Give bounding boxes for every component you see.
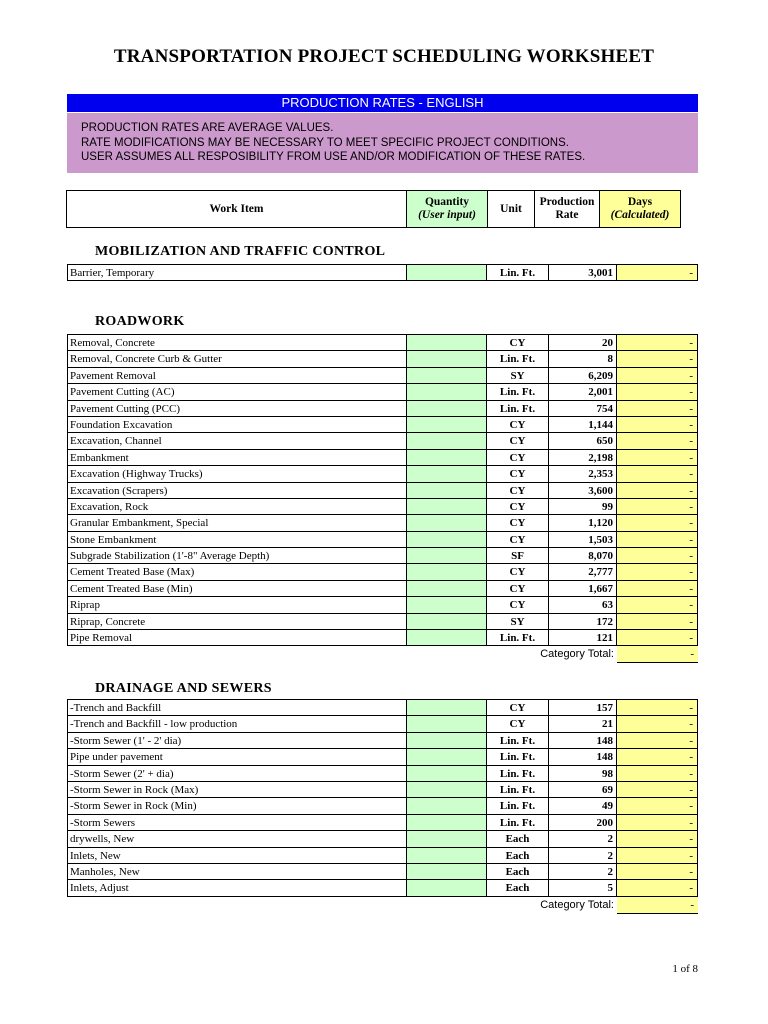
rate-cell: 157 [549,700,617,715]
unit-cell: SY [487,368,549,383]
rate-cell: 2 [549,831,617,846]
section-heading: ROADWORK [95,314,185,329]
table-row [67,864,698,880]
work-item-cell: Pipe under pavement [67,749,407,764]
table-row [67,466,698,482]
table-row [67,597,698,613]
days-cell: - [617,499,698,514]
section-table [67,264,698,281]
unit-cell: CY [487,716,549,731]
rate-cell: 1,120 [549,515,617,530]
table-row [67,335,698,351]
quantity-input-cell[interactable] [407,515,487,530]
work-item-cell: drywells, New [67,831,407,846]
work-item-cell: Pavement Cutting (PCC) [67,401,407,416]
work-item-cell: Cement Treated Base (Max) [67,564,407,579]
days-cell: - [617,368,698,383]
table-row [67,782,698,798]
unit-cell: Lin. Ft. [487,351,549,366]
rate-cell: 69 [549,782,617,797]
category-total-value: - [617,897,698,914]
quantity-input-cell[interactable] [407,433,487,448]
quantity-input-cell[interactable] [407,417,487,432]
days-cell: - [617,831,698,846]
quantity-input-cell[interactable] [407,499,487,514]
days-cell: - [617,798,698,813]
table-row [67,450,698,466]
rate-cell: 1,144 [549,417,617,432]
section-table [67,334,698,646]
section-heading: DRAINAGE AND SEWERS [95,681,272,696]
table-row [67,700,698,716]
notice-line: USER ASSUMES ALL RESPOSIBILITY FROM USE AND/OR MODIFICATION OF THESE RATES. [81,151,586,163]
quantity-input-cell[interactable] [407,548,487,563]
work-item-cell: Barrier, Temporary [67,265,407,280]
days-cell: - [617,700,698,715]
quantity-input-cell[interactable] [407,766,487,781]
unit-cell: Lin. Ft. [487,401,549,416]
rate-cell: 8 [549,351,617,366]
days-cell: - [617,733,698,748]
days-cell: - [617,433,698,448]
header-days-note: (Calculated) [610,209,670,221]
unit-cell: Lin. Ft. [487,766,549,781]
table-row [67,815,698,831]
unit-cell: Each [487,864,549,879]
rate-cell: 148 [549,733,617,748]
work-item-cell: -Storm Sewer (2' + dia) [67,766,407,781]
unit-cell: CY [487,499,549,514]
table-row [67,614,698,630]
unit-cell: CY [487,335,549,350]
header-work-item: Work Item [66,190,407,228]
unit-cell: Each [487,880,549,895]
rate-cell: 1,667 [549,581,617,596]
quantity-input-cell[interactable] [407,716,487,731]
table-row [67,499,698,515]
rate-cell: 2 [549,864,617,879]
unit-cell: CY [487,433,549,448]
quantity-input-cell[interactable] [407,700,487,715]
quantity-input-cell[interactable] [407,749,487,764]
production-rates-banner: PRODUCTION RATES - ENGLISH [67,94,698,112]
quantity-input-cell[interactable] [407,831,487,846]
rate-cell: 2 [549,848,617,863]
quantity-input-cell[interactable] [407,368,487,383]
days-cell: - [617,848,698,863]
quantity-input-cell[interactable] [407,880,487,895]
unit-cell: CY [487,450,549,465]
quantity-input-cell[interactable] [407,782,487,797]
table-row [67,384,698,400]
days-cell: - [617,880,698,895]
days-cell: - [617,384,698,399]
table-row [67,532,698,548]
unit-cell: Each [487,848,549,863]
table-row [67,564,698,580]
quantity-input-cell[interactable] [407,466,487,481]
notice-box [67,113,698,173]
unit-cell: Lin. Ft. [487,815,549,830]
unit-cell: Lin. Ft. [487,798,549,813]
quantity-input-cell[interactable] [407,815,487,830]
days-cell: - [617,630,698,645]
days-cell: - [617,265,698,280]
days-cell: - [617,335,698,350]
work-item-cell: Pavement Removal [67,368,407,383]
quantity-input-cell[interactable] [407,798,487,813]
quantity-input-cell[interactable] [407,630,487,645]
table-row [67,515,698,531]
rate-cell: 2,353 [549,466,617,481]
work-item-cell: Inlets, New [67,848,407,863]
work-item-cell: Embankment [67,450,407,465]
quantity-input-cell[interactable] [407,265,487,280]
unit-cell: CY [487,581,549,596]
quantity-input-cell[interactable] [407,401,487,416]
days-cell: - [617,564,698,579]
quantity-input-cell[interactable] [407,335,487,350]
work-item-cell: -Storm Sewer in Rock (Max) [67,782,407,797]
unit-cell: CY [487,417,549,432]
work-item-cell: -Trench and Backfill [67,700,407,715]
header-quantity-note: (User input) [418,209,476,221]
work-item-cell: Excavation, Channel [67,433,407,448]
unit-cell: CY [487,564,549,579]
unit-cell: Lin. Ft. [487,782,549,797]
work-item-cell: Excavation (Highway Trucks) [67,466,407,481]
table-row [67,733,698,749]
quantity-input-cell[interactable] [407,581,487,596]
days-cell: - [617,581,698,596]
days-cell: - [617,417,698,432]
header-rate-line2: Rate [555,209,579,221]
work-item-cell: Riprap [67,597,407,612]
category-total-value: - [617,646,698,663]
rate-cell: 754 [549,401,617,416]
work-item-cell: Inlets, Adjust [67,880,407,895]
work-item-cell: Removal, Concrete [67,335,407,350]
table-row [67,265,698,281]
header-rate [534,190,600,228]
quantity-input-cell[interactable] [407,848,487,863]
quantity-input-cell[interactable] [407,597,487,612]
rate-cell: 2,198 [549,450,617,465]
unit-cell: CY [487,700,549,715]
category-total [480,646,698,662]
work-item-cell: Pavement Cutting (AC) [67,384,407,399]
days-cell: - [617,548,698,563]
header-quantity-label: Quantity [424,196,470,208]
rate-cell: 3,600 [549,483,617,498]
unit-cell: CY [487,532,549,547]
days-cell: - [617,466,698,481]
table-row [67,848,698,864]
rate-cell: 99 [549,499,617,514]
notice-line: PRODUCTION RATES ARE AVERAGE VALUES. [81,122,334,134]
quantity-input-cell[interactable] [407,564,487,579]
work-item-cell: Removal, Concrete Curb & Gutter [67,351,407,366]
unit-cell: Lin. Ft. [487,384,549,399]
quantity-input-cell[interactable] [407,351,487,366]
rate-cell: 2,001 [549,384,617,399]
category-total [480,897,698,913]
days-cell: - [617,864,698,879]
days-cell: - [617,815,698,830]
table-row [67,433,698,449]
table-row [67,880,698,896]
rate-cell: 121 [549,630,617,645]
quantity-input-cell[interactable] [407,614,487,629]
table-row [67,483,698,499]
table-row [67,716,698,732]
unit-cell: CY [487,515,549,530]
table-row [67,417,698,433]
header-unit: Unit [487,190,535,228]
quantity-input-cell[interactable] [407,532,487,547]
days-cell: - [617,782,698,797]
table-row [67,351,698,367]
rate-cell: 2,777 [549,564,617,579]
rate-cell: 148 [549,749,617,764]
unit-cell: Lin. Ft. [487,630,549,645]
page-title: TRANSPORTATION PROJECT SCHEDULING WORKSHEET [113,46,655,67]
section-table [67,699,698,897]
rate-cell: 200 [549,815,617,830]
work-item-cell: Pipe Removal [67,630,407,645]
work-item-cell: Cement Treated Base (Min) [67,581,407,596]
table-row [67,548,698,564]
rate-cell: 49 [549,798,617,813]
page-number: 1 of 8 [672,963,698,975]
days-cell: - [617,450,698,465]
work-item-cell: Excavation, Rock [67,499,407,514]
work-item-cell: Excavation (Scrapers) [67,483,407,498]
unit-cell: SY [487,614,549,629]
unit-cell: CY [487,597,549,612]
work-item-cell: Riprap, Concrete [67,614,407,629]
quantity-input-cell[interactable] [407,384,487,399]
days-cell: - [617,597,698,612]
table-row [67,368,698,384]
header-quantity [406,190,488,228]
work-item-cell: Subgrade Stabilization (1'-8" Average Depth) [67,548,407,563]
rate-cell: 5 [549,880,617,895]
work-item-cell: Stone Embankment [67,532,407,547]
rate-cell: 1,503 [549,532,617,547]
quantity-input-cell[interactable] [407,483,487,498]
rate-cell: 650 [549,433,617,448]
work-item-cell: Granular Embankment, Special [67,515,407,530]
work-item-cell: -Storm Sewer in Rock (Min) [67,798,407,813]
unit-cell: CY [487,483,549,498]
table-row [67,749,698,765]
table-row [67,581,698,597]
work-item-cell: Manholes, New [67,864,407,879]
table-header [67,190,681,228]
work-item-cell: -Storm Sewer (1' - 2' dia) [67,733,407,748]
unit-cell: Each [487,831,549,846]
days-cell: - [617,351,698,366]
table-row [67,766,698,782]
unit-cell: CY [487,466,549,481]
rate-cell: 3,001 [549,265,617,280]
unit-cell: Lin. Ft. [487,749,549,764]
days-cell: - [617,515,698,530]
rate-cell: 8,070 [549,548,617,563]
rate-cell: 21 [549,716,617,731]
table-row [67,401,698,417]
work-item-cell: -Trench and Backfill - low production [67,716,407,731]
rate-cell: 98 [549,766,617,781]
quantity-input-cell[interactable] [407,864,487,879]
days-cell: - [617,749,698,764]
notice-line: RATE MODIFICATIONS MAY BE NECESSARY TO MEET SPECIFIC PROJECT CONDITIONS. [81,136,569,149]
days-cell: - [617,401,698,416]
unit-cell: SF [487,548,549,563]
rate-cell: 63 [549,597,617,612]
header-rate-line1: Production [539,196,595,208]
table-row [67,831,698,847]
unit-cell: Lin. Ft. [487,733,549,748]
section-heading: MOBILIZATION AND TRAFFIC CONTROL [95,244,386,259]
category-total-label: Category Total: [540,899,614,911]
quantity-input-cell[interactable] [407,733,487,748]
header-days-label: Days [627,196,653,208]
rate-cell: 172 [549,614,617,629]
work-item-cell: Foundation Excavation [67,417,407,432]
table-row [67,630,698,646]
table-row [67,798,698,814]
work-item-cell: -Storm Sewers [67,815,407,830]
quantity-input-cell[interactable] [407,450,487,465]
unit-cell: Lin. Ft. [487,265,549,280]
days-cell: - [617,483,698,498]
rate-cell: 20 [549,335,617,350]
category-total-label: Category Total: [540,648,614,660]
header-days [599,190,681,228]
rate-cell: 6,209 [549,368,617,383]
days-cell: - [617,716,698,731]
days-cell: - [617,766,698,781]
days-cell: - [617,532,698,547]
days-cell: - [617,614,698,629]
